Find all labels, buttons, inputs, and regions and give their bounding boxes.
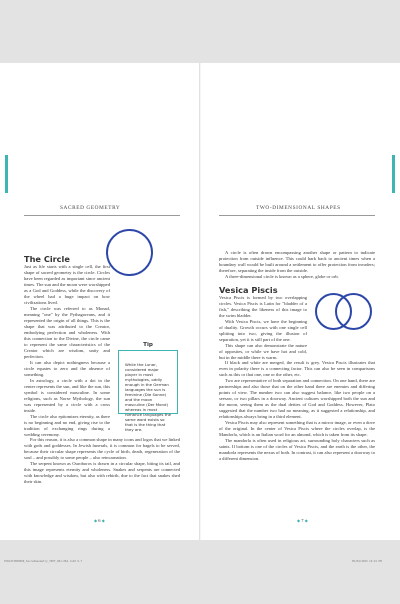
section-heading-vesica: Vesica Piscis: [219, 285, 278, 295]
paragraph: A circle is often drawn encompassing another shape or pattern to indicate protection from outside influence. This could hark back to ancient times when a boundary wall would be built around a settlement to offer protection from invaders; therefore, separating the inside from the outside.: [219, 250, 375, 273]
spine-gutter: [199, 63, 201, 540]
page-number-right: [297, 518, 308, 523]
paragraph: A three-dimensional circle is known as a sphere, globe or orb.: [225, 274, 339, 279]
tip-heading: [118, 342, 178, 350]
paragraph: The serpent known as Ouroboros is drawn in a circular shape, biting its tail, and this image represents eternity and wholeness. Snakes and serpents are connected with knowledge and wisdom, but also with rebirth, due to the fact that snakes shed their skin.: [24, 461, 180, 484]
paragraph: The circle also epitomizes eternity, as there is no beginning and no end, giving rise to the tradition of exchanging rings during a wedding ceremony.: [24, 414, 110, 437]
ornament-icon: ◆: [94, 518, 98, 523]
header-rule: [24, 215, 180, 216]
vesica-circle-right: [335, 293, 372, 330]
left-wide-text: [24, 437, 180, 485]
right-intro-text: [219, 250, 375, 280]
paragraph: This shape can also demonstrate the nature of opposites, or while we have hot and cold, but in the middle there is warm.: [219, 343, 307, 360]
right-column-text: [219, 295, 307, 361]
paragraph: Vesica Piscis may also represent something that is a mirror image, or even a dove of the original. In the center of Vesica Piscis where the circles overlap, is the Mandorla, which is an Italian word for an almond, which is taken from its shape.: [219, 420, 375, 437]
paragraph: If black and white are merged, the result is grey. Vesica Piscis illustrates that even in polarity there is a connecting factor. This can also be seen in comparisons such as this or that one, one or the other, etc.: [219, 360, 375, 377]
paragraph: It can also depict nothingness because a circle equates to zero and the absence of something.: [24, 360, 110, 377]
right-wide-text: [219, 360, 375, 462]
left-column-text: [24, 264, 110, 438]
running-head-right: TWO-DIMENSIONAL SHAPES: [256, 205, 341, 211]
running-head-left: SACRED GEOMETRY: [60, 205, 121, 211]
folio-number: 6: [98, 518, 101, 523]
print-slug-left: 9781473000000_SacredGeometry_TEXT_001-064.indd 6-7: [4, 560, 83, 563]
page-number-left: [94, 518, 105, 523]
header-rule: [219, 215, 375, 216]
right-page: [201, 63, 400, 540]
print-slug-right: 05/04/2023 12:21 PM: [352, 560, 382, 563]
teal-margin-tab: [5, 155, 8, 193]
circle-diagram: [106, 229, 153, 276]
ornament-icon: ◆: [101, 518, 105, 523]
paragraph: Two are representative of both separation and connection. On one hand, there are partnerships and also those that on the other hand there are enemies and differing points of view. The number two can also suggest balance, like two people on a seesaw, or two pillars in a doorway. Ancient cultures worshipped both the sun and the moon, seeing them as the dual deities of God and Goddess. However, Plato suggested that the number two had no meaning, as it suggested a relationship, and relationships always bring in a third element.: [219, 378, 375, 419]
paragraph: In astrology, a circle with a dot in the center represents the sun, and like the sun, this symbol is considered masculine. In some religions, such as Norse Mythology, the sun was represented by a circle with a cross inside.: [24, 378, 110, 413]
paragraph: For this reason, it is also a common shape in many icons and logos that we linked with gods and goddesses. In Jewish funerals, it is common for bagels to be served, because their circular shape represents the cycle of birth, death, regeneration of the soul – and possibly to some people – also reincarnation.: [24, 437, 180, 460]
paragraph: Just as life starts with a single cell, the first shape of sacred geometry is the circle. Circles have been regarded as important since ancient times. The sun and the moon were worshipped as a God and Goddess, while the discovery of the wheel had a huge impact on how civilizations lived.: [24, 264, 110, 305]
paragraph: The circle was referred to as Monad, meaning "one" by the Pythagoreans, and it represented the origin of all things. This is the shape that was attributed to the Creator, embodying perfection and wholeness. With this connection to the Divine, the circle came to represent the same characteristics of the Creator which are wisdom, unity and perfection.: [24, 306, 110, 359]
ornament-icon: ◆: [304, 518, 308, 523]
paragraph: The mandorla is often used in religious art, surrounding holy characters such as saints. If bottom is one of the circles of Vesica Piscis, and the earth is the other, the mandorla represents the nexus of both. In contrast, it can also represent a doorway to a different dimension.: [219, 438, 375, 461]
left-page: [0, 63, 199, 540]
tip-label: Tip: [140, 342, 156, 348]
folio-number: 7: [301, 518, 304, 523]
section-heading-circle: The Circle: [24, 254, 70, 264]
tip-text: While the Lunar, considered major player in most mythologies, oddly enough in the German languages the sun is feminine (Die Sonne) and the moon masculine (Der Mond) whereas in most romance languages the same word exists so that is the thing that they are.: [125, 362, 172, 432]
ornament-icon: ◆: [297, 518, 301, 523]
paragraph: With Vesica Piscis, we have the beginning of duality. Growth occurs with one single cell splitting into two, giving the illusion of separation, yet it is still part of the one.: [219, 319, 307, 342]
teal-margin-tab: [392, 155, 395, 193]
tip-box: [118, 350, 178, 432]
paragraph: Vesica Piscis is formed by two overlapping circles. Vesica Piscis is Latin for "bladder of a fish," describing the likeness of this image to the swim bladder.: [219, 295, 307, 318]
